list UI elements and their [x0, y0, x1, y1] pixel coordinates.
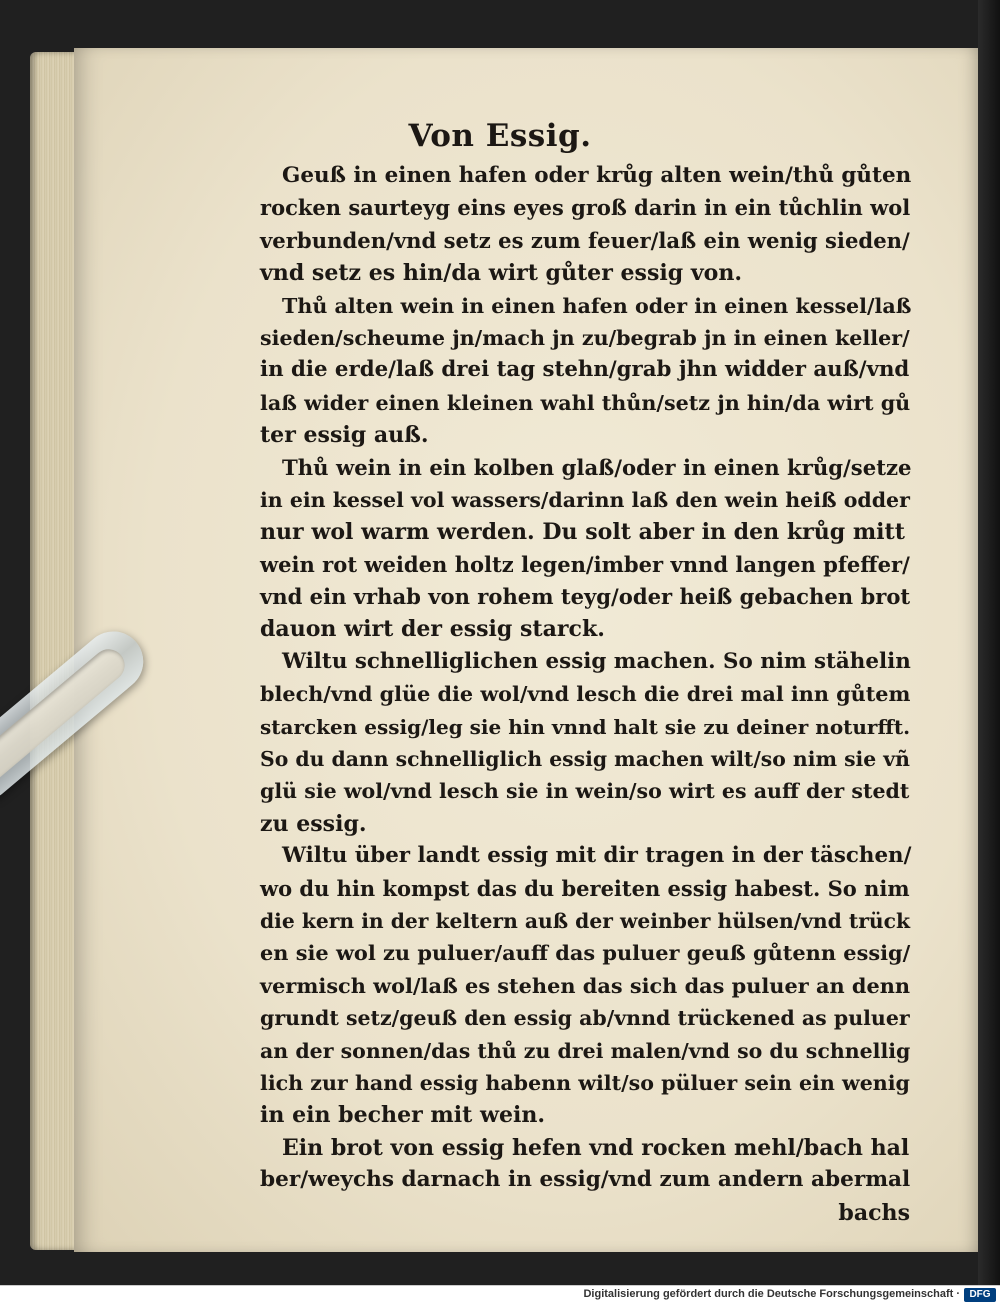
- scanner-background: [978, 0, 1000, 1285]
- text-line: glü sie wol/vnd lesch sie in wein/so wirt es auff der stedt: [260, 779, 910, 804]
- text-line: in die erde/laß drei tag stehn/grab jhn widder auß/vnd: [260, 357, 910, 383]
- text-line: Ein brot von essig hefen vnd rocken mehl/bach hal: [282, 1134, 910, 1161]
- footer-bar: [0, 1285, 1000, 1305]
- text-line: Geuß in einen hafen oder krůg alten wein/thů gůten: [282, 163, 912, 188]
- text-line: blech/vnd glüe die wol/vnd lesch die drei mal inn gůtem: [260, 682, 911, 707]
- text-line: Thů wein in ein kolben glaß/oder in einen krůg/setze: [282, 454, 912, 480]
- text-line: Thů alten wein in einen hafen oder in einen kessel/laß: [282, 293, 912, 318]
- text-line: die kern in der keltern auß der weinber hülsen/vnd trück: [260, 908, 911, 933]
- text-line: vnd ein vrhab von rohem teyg/oder heiß gebachen brot: [260, 584, 911, 610]
- text-line: grundt setz/geuß den essig ab/vnnd trückened as puluer: [260, 1006, 910, 1031]
- text-line: verbunden/vnd setz es zum feuer/laß ein wenig sieden/: [260, 227, 910, 253]
- text-line: in ein kessel vol wassers/darinn laß den wein heiß odder: [260, 487, 910, 512]
- text-line: ter essig auß.: [260, 422, 429, 449]
- text-line: starcken essig/leg sie hin vnnd halt sie zu deiner noturfft.: [260, 714, 911, 739]
- text-line: nur wol warm werden. Du solt aber in den krůg mitt: [260, 519, 905, 546]
- page-body: [260, 160, 920, 1229]
- text-line: an der sonnen/das thů zu drei malen/vnd so du schnellig: [260, 1038, 911, 1063]
- text-line: ber/weychs darnach in essig/vnd zum andern abermal: [260, 1167, 911, 1193]
- text-line: laß wider einen kleinen wahl thůn/setz jn hin/da wirt gů: [260, 390, 911, 415]
- text-line: lich zur hand essig habenn wilt/so püluer sein ein wenig: [260, 1070, 910, 1095]
- text-line: wein rot weiden holtz legen/imber vnnd langen pfeffer/: [260, 551, 910, 577]
- text-line: zu essig.: [260, 810, 367, 837]
- text-line: rocken saurteyg eins eyes groß darin in ein tůchlin wol: [260, 195, 911, 221]
- text-line: dauon wirt der essig starck.: [260, 616, 605, 643]
- text-line: wo du hin kompst das du bereiten essig habest. So nim: [260, 875, 910, 901]
- text-line: Wiltu über landt essig mit dir tragen in der täschen/: [282, 843, 912, 869]
- dfg-logo: DFG: [964, 1288, 996, 1302]
- text-line: in ein becher mit wein.: [260, 1102, 546, 1129]
- text-line: en sie wol zu puluer/auff das puluer geuß gůtenn essig/: [260, 940, 911, 966]
- text-line: bachs: [838, 1199, 910, 1226]
- text-line: vnd setz es hin/da wirt gůter essig von.: [260, 260, 743, 287]
- text-line: Wiltu schnelliglichen essig machen. So nim stähelin: [282, 648, 911, 674]
- text-line: sieden/scheume jn/mach jn zu/begrab jn in einen keller/: [260, 325, 910, 350]
- text-line: vermisch wol/laß es stehen das sich das puluer an denn: [260, 972, 911, 998]
- page-heading: Von Essig.: [408, 118, 592, 154]
- text-line: So du dann schnelliglich essig machen wilt/so nim sie vñ: [260, 747, 910, 772]
- funding-notice: Digitalisierung gefördert durch die Deutsche Forschungsgemeinschaft ·: [583, 1288, 960, 1300]
